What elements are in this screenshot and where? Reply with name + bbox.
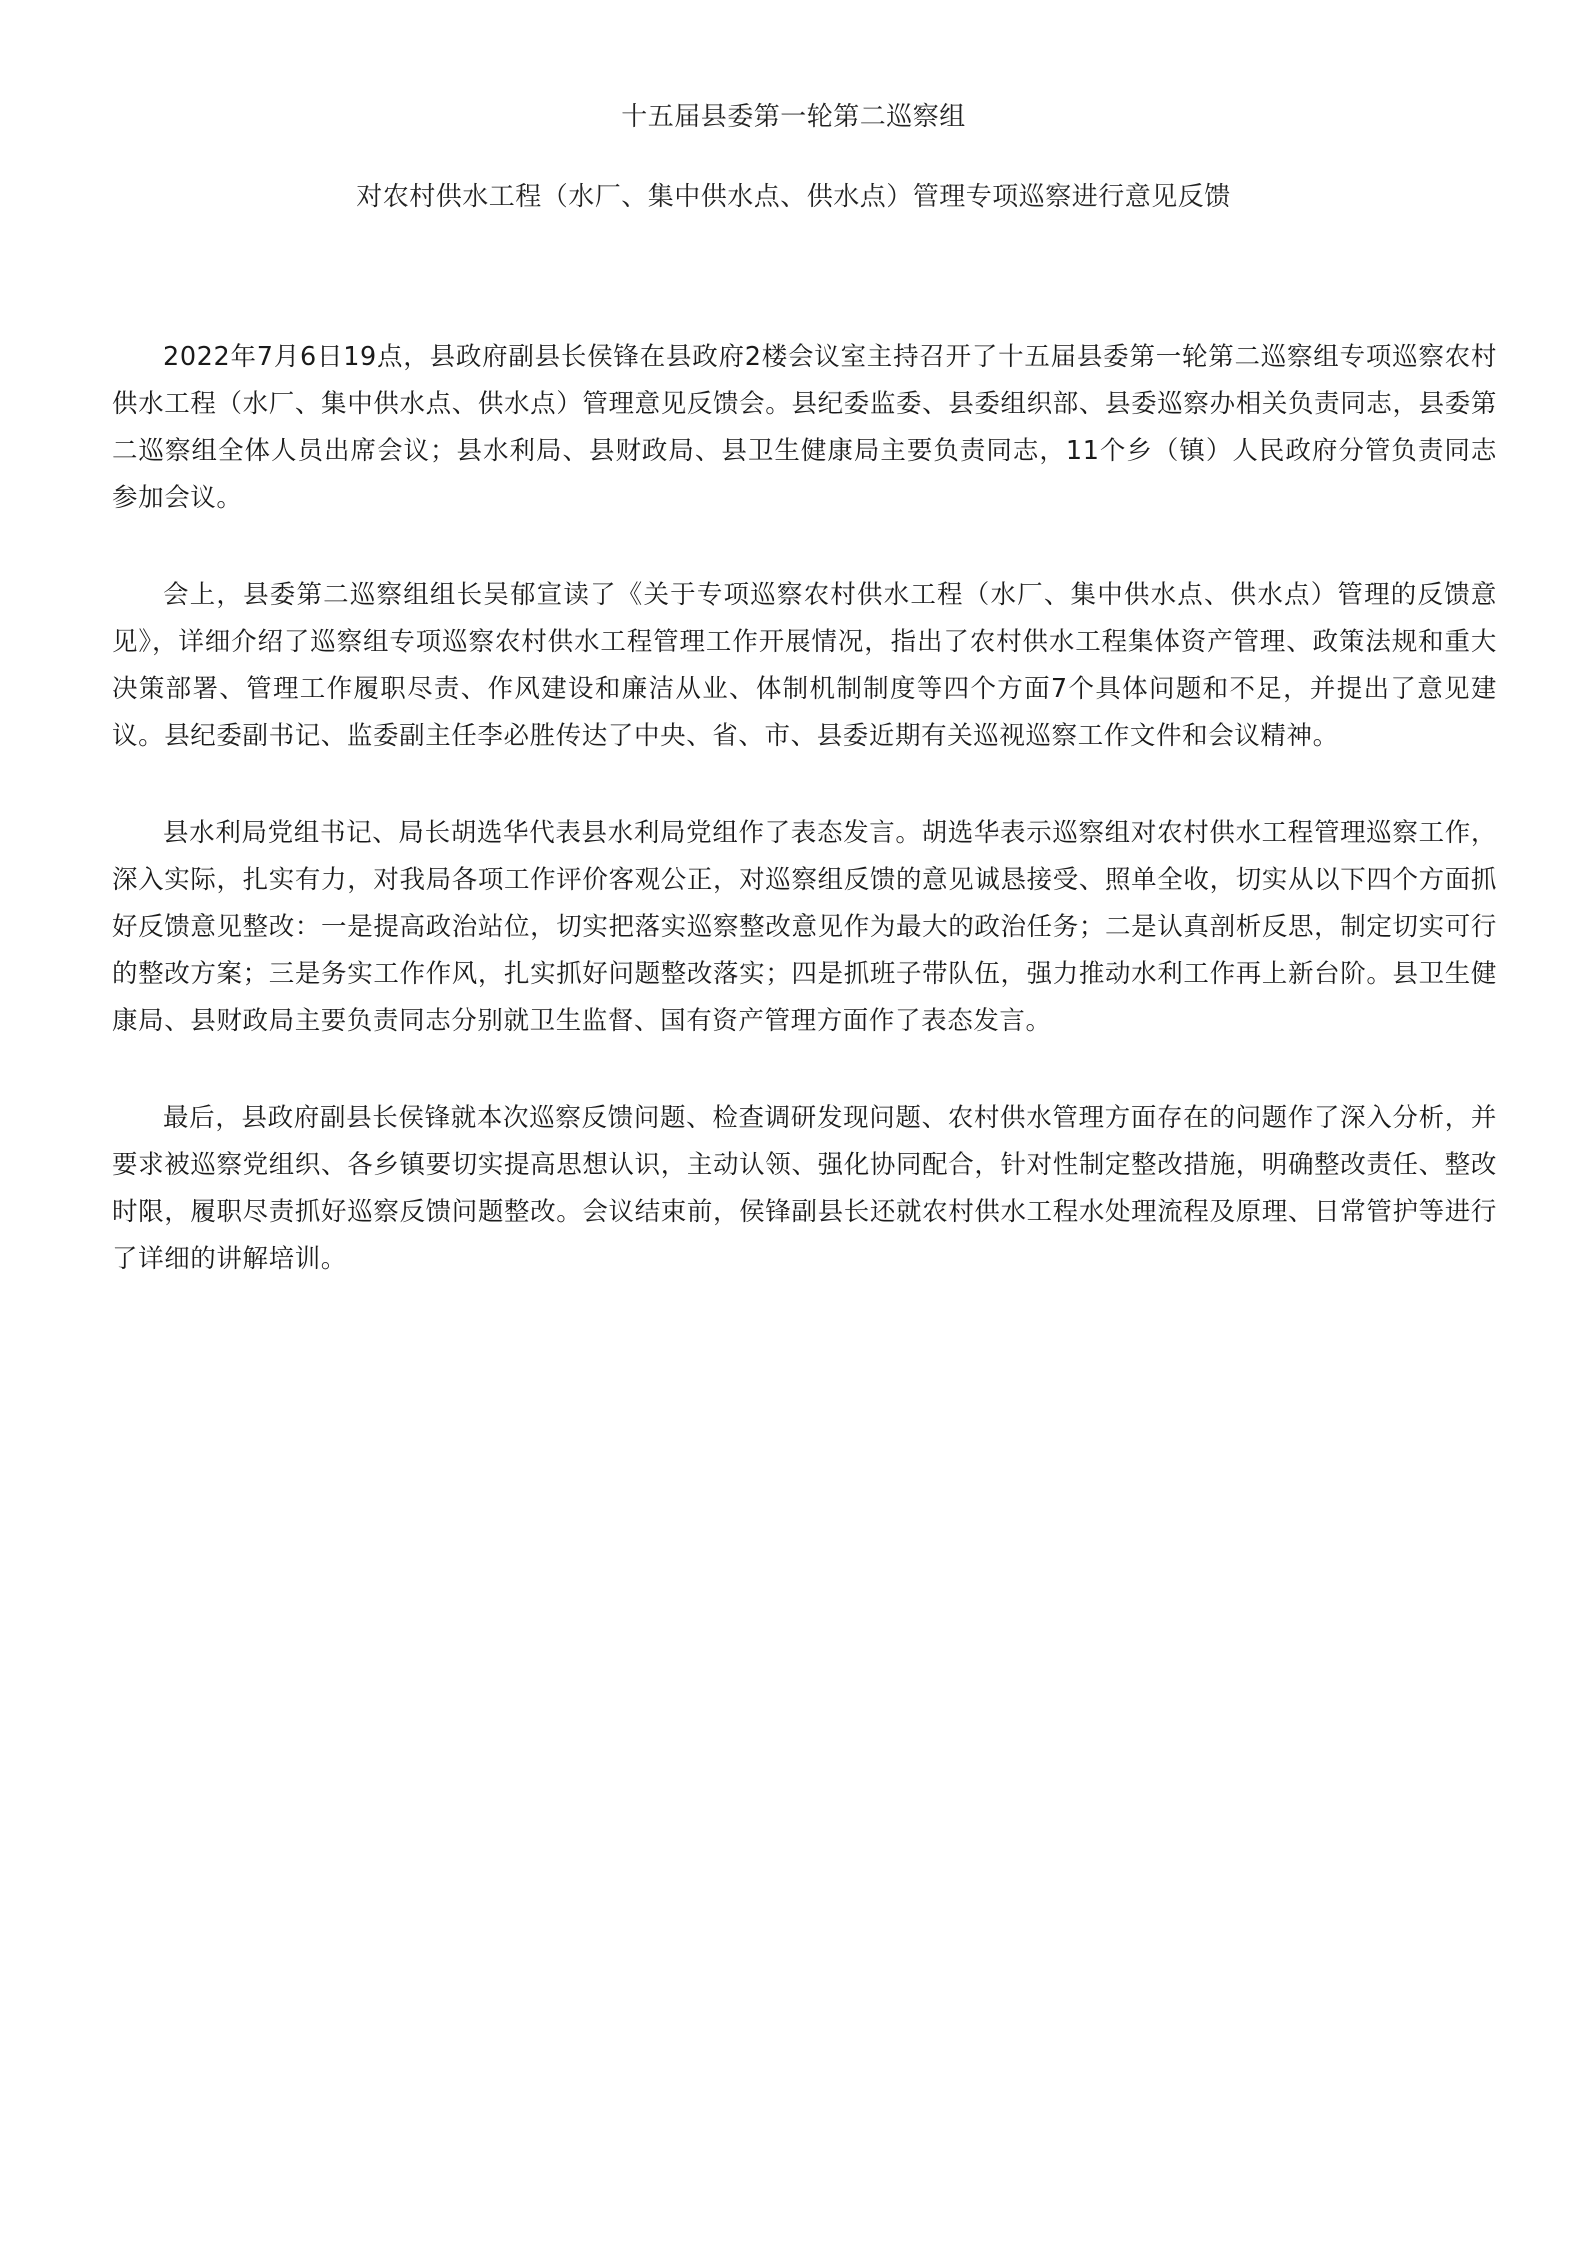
document-title-line-2: 对农村供水工程（水厂、集中供水点、供水点）管理专项巡察进行意见反馈	[356, 182, 1231, 212]
paragraph-2: 会上，县委第二巡察组组长吴郁宣读了《关于专项巡察农村供水工程（水厂、集中供水点、供水点）管理的反馈意见》，详细介绍了巡察组专项巡察农村供水工程管理工作开展情况，指出了农村供水工程集体资产管理、政策法规和重大决策部署、管理工作履职尽责、作风建设和廉洁从业、体制机制制度等四个方面7个具体问题和不足，并提出了意见建议。县纪委副书记、监委副主任李必胜传达了中央、省、市、县委近期有关巡视巡察工作文件和会议精神。	[112, 580, 1497, 751]
paragraph-3: 县水利局党组书记、局长胡选华代表县水利局党组作了表态发言。胡选华表示巡察组对农村供水工程管理巡察工作，深入实际，扎实有力，对我局各项工作评价客观公正，对巡察组反馈的意见诚恳接受、照单全收，切实从以下四个方面抓好反馈意见整改：一是提高政治站位，切实把落实巡察整改意见作为最大的政治任务；二是认真剖析反思，制定切实可行的整改方案；三是务实工作作风，扎实抓好问题整改落实；四是抓班子带队伍，强力推动水利工作再上新台阶。县卫生健康局、县财政局主要负责同志分别就卫生监督、国有资产管理方面作了表态发言。	[112, 818, 1497, 1036]
paragraph-1: 2022年7月6日19点，县政府副县长侯锋在县政府2楼会议室主持召开了十五届县委第一轮第二巡察组专项巡察农村供水工程（水厂、集中供水点、供水点）管理意见反馈会。县纪委监委、县委组织部、县委巡察办相关负责同志，县委第二巡察组全体人员出席会议；县水利局、县财政局、县卫生健康局主要负责同志，11个乡（镇）人民政府分管负责同志参加会议。	[112, 342, 1497, 513]
document-title-line-1: 十五届县委第一轮第二巡察组	[621, 102, 966, 132]
paragraph-4: 最后，县政府副县长侯锋就本次巡察反馈问题、检查调研发现问题、农村供水管理方面存在的问题作了深入分析，并要求被巡察党组织、各乡镇要切实提高思想认识，主动认领、强化协同配合，针对性制定整改措施，明确整改责任、整改时限，履职尽责抓好巡察反馈问题整改。会议结束前，侯锋副县长还就农村供水工程水处理流程及原理、日常管护等进行了详细的讲解培训。	[112, 1103, 1497, 1274]
document-body	[112, 334, 1497, 1333]
